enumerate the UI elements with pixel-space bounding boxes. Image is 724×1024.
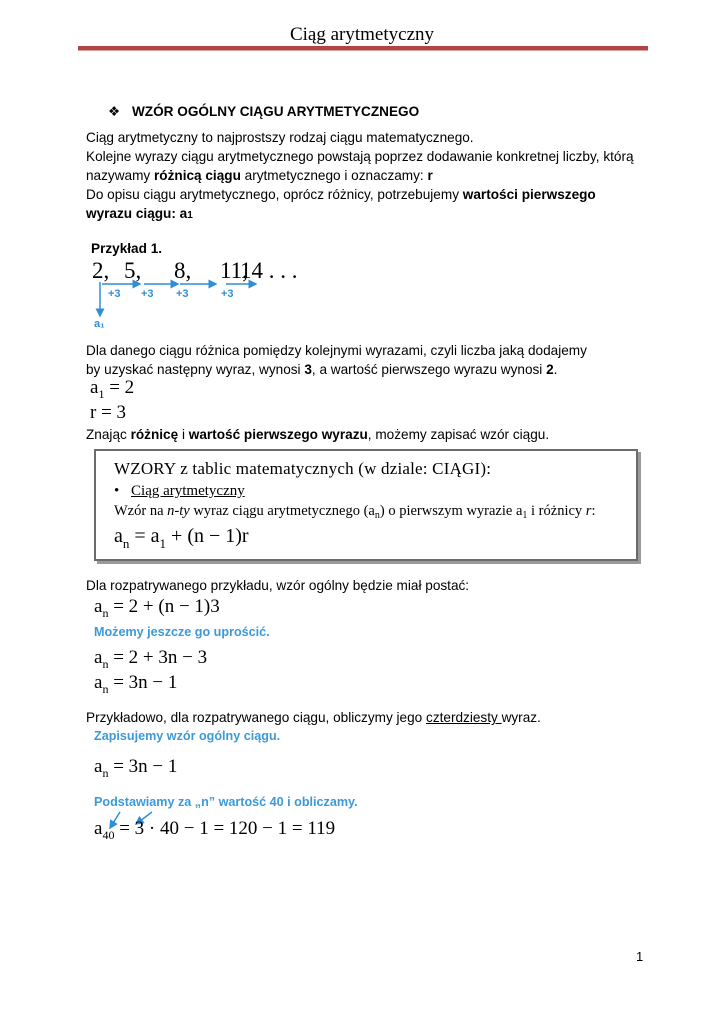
- sequence-arrows: [88, 278, 268, 330]
- text: = 3 · 40 − 1 = 120 − 1 = 119: [114, 818, 336, 839]
- subscript: 1: [159, 536, 167, 551]
- subscript: n: [122, 536, 130, 551]
- page-number: 1: [636, 949, 644, 964]
- intro-line: Kolejne wyrazy ciągu arytmetycznego powstają poprzez dodawanie konkretnej liczby, którą: [86, 149, 634, 164]
- term-first-value: wartości pierwszego: [462, 187, 596, 202]
- bullet-icon: •: [114, 483, 120, 499]
- text: , możemy zapisać wzór ciągu.: [367, 427, 550, 442]
- intro-line: [86, 185, 646, 204]
- text: = 3n − 1: [108, 672, 178, 693]
- text: nazywamy: [86, 168, 154, 183]
- text: i: [178, 427, 189, 442]
- item-label: Ciąg arytmetyczny: [131, 483, 245, 499]
- text: wyraz ciągu arytmetycznego (a: [189, 503, 375, 519]
- sequence-term: 2,: [92, 258, 110, 283]
- text: ) o pierwszym wyrazie a: [379, 503, 523, 519]
- text: czterdziesty: [426, 710, 502, 725]
- formula-step-2: $a_n = 2 + 3n - 3$: [94, 647, 208, 671]
- step-label: +3: [108, 288, 121, 300]
- text: a: [90, 377, 99, 398]
- header-rule: [78, 46, 648, 51]
- step-label: +3: [221, 288, 234, 300]
- text: , a wartość pierwszego wyrazu wynosi: [311, 362, 547, 377]
- subscript: 1: [98, 387, 105, 401]
- formula-step-3: $a_n = 3n - 1$: [94, 672, 178, 696]
- explanation-paragraph: [86, 341, 666, 379]
- text: = a: [129, 525, 160, 547]
- page-header-title: Ciąg arytmetyczny: [289, 24, 435, 45]
- step-label: +3: [141, 288, 154, 300]
- formula-step-1: $a_n = 2 + (n - 1)3$: [94, 596, 220, 620]
- subscript: n: [102, 766, 109, 780]
- formula-box: [94, 449, 638, 561]
- intro-line: [86, 166, 646, 185]
- intro-paragraph: [86, 128, 646, 225]
- diamond-bullet-icon: ❖: [108, 104, 121, 119]
- a1-equation: [90, 377, 134, 399]
- sequence-term: 5,: [124, 258, 142, 283]
- text: by uzyskać następny wyraz, wynosi: [86, 362, 305, 377]
- subscript: 1: [187, 210, 193, 221]
- text: = 3n − 1: [108, 756, 178, 777]
- step-label: +3: [176, 288, 189, 300]
- text: = 2 + 3n − 3: [108, 647, 208, 668]
- formula-a40: $a_{40} = 3 \cdot 40 - 1 = 120 - 1 = 119$: [94, 818, 336, 842]
- sequence-term: 8,: [174, 258, 192, 283]
- a1-label: a₁: [94, 318, 105, 330]
- text: = 2 + (n − 1)3: [108, 596, 220, 617]
- explanation-line: Dla danego ciągu różnica pomiędzy kolejnymi wyrazami, czyli liczba jaką dodajemy: [86, 343, 587, 358]
- text: Przykładowo, dla rozpatrywanego ciągu, obliczymy jego: [86, 710, 427, 725]
- formula-box-heading: WZORY z tablic matematycznych (w dziale: CIĄGI):: [114, 459, 492, 478]
- formula-box-description: [114, 503, 595, 520]
- subscript: 40: [102, 828, 115, 842]
- symbol-r: r: [427, 168, 433, 183]
- term-first-value: wartość pierwszego wyrazu: [188, 427, 368, 442]
- text: = 2: [104, 377, 135, 398]
- term-difference: różnicą ciągu: [154, 168, 241, 183]
- text: Wzór na: [114, 503, 168, 519]
- term-difference: różnicę: [130, 427, 179, 442]
- note-substitute: Podstawiamy za „n” wartość 40 i obliczamy.: [94, 795, 358, 809]
- text: Znając: [86, 427, 131, 442]
- intro-line: [86, 204, 646, 225]
- sequence-term: 11,: [220, 258, 248, 283]
- text: a: [114, 525, 123, 547]
- sequence-term: 14 . . .: [240, 258, 298, 283]
- example-label: Przykład 1.: [91, 241, 163, 256]
- text: wyraz.: [501, 710, 541, 725]
- subscript: 1: [522, 510, 528, 521]
- text: .: [553, 362, 558, 377]
- section-title: WZÓR OGÓLNY CIĄGU ARYTMETYCZNEGO: [131, 104, 420, 119]
- subscript: n: [374, 510, 380, 521]
- general-formula: [114, 525, 249, 551]
- text: r: [585, 503, 592, 519]
- subscript: n: [102, 682, 109, 696]
- note-simplify: Możemy jeszcze go uprościć.: [94, 625, 270, 639]
- r-equation: r = 3: [90, 402, 127, 423]
- transition-sentence: [86, 425, 549, 444]
- formula-box-item: [114, 483, 245, 500]
- section-heading: [108, 104, 419, 120]
- text: arytmetycznego i oznaczamy:: [240, 168, 428, 183]
- intro-line: Ciąg arytmetyczny to najprostszy rodzaj ciągu matematycznego.: [86, 130, 474, 145]
- formula-general-repeat: $a_n = 3n - 1$: [94, 756, 178, 780]
- fortieth-intro: [86, 708, 541, 727]
- text: wyrazu ciągu: a: [86, 206, 188, 221]
- text: Do opisu ciągu arytmetycznego, oprócz różnicy, potrzebujemy: [86, 187, 463, 202]
- value-r: 3: [304, 362, 312, 377]
- text: + (n − 1)r: [166, 525, 249, 547]
- value-a1: 2: [546, 362, 554, 377]
- text: n-ty: [167, 503, 190, 519]
- subscript: n: [102, 657, 109, 671]
- note-write-formula: Zapisujemy wzór ogólny ciągu.: [94, 729, 281, 743]
- text: i różnicy: [527, 503, 586, 519]
- subscript: n: [102, 606, 109, 620]
- explanation-line: [86, 360, 666, 379]
- specific-intro: Dla rozpatrywanego przykładu, wzór ogólny będzie miał postać:: [86, 578, 470, 593]
- text: :: [591, 503, 596, 519]
